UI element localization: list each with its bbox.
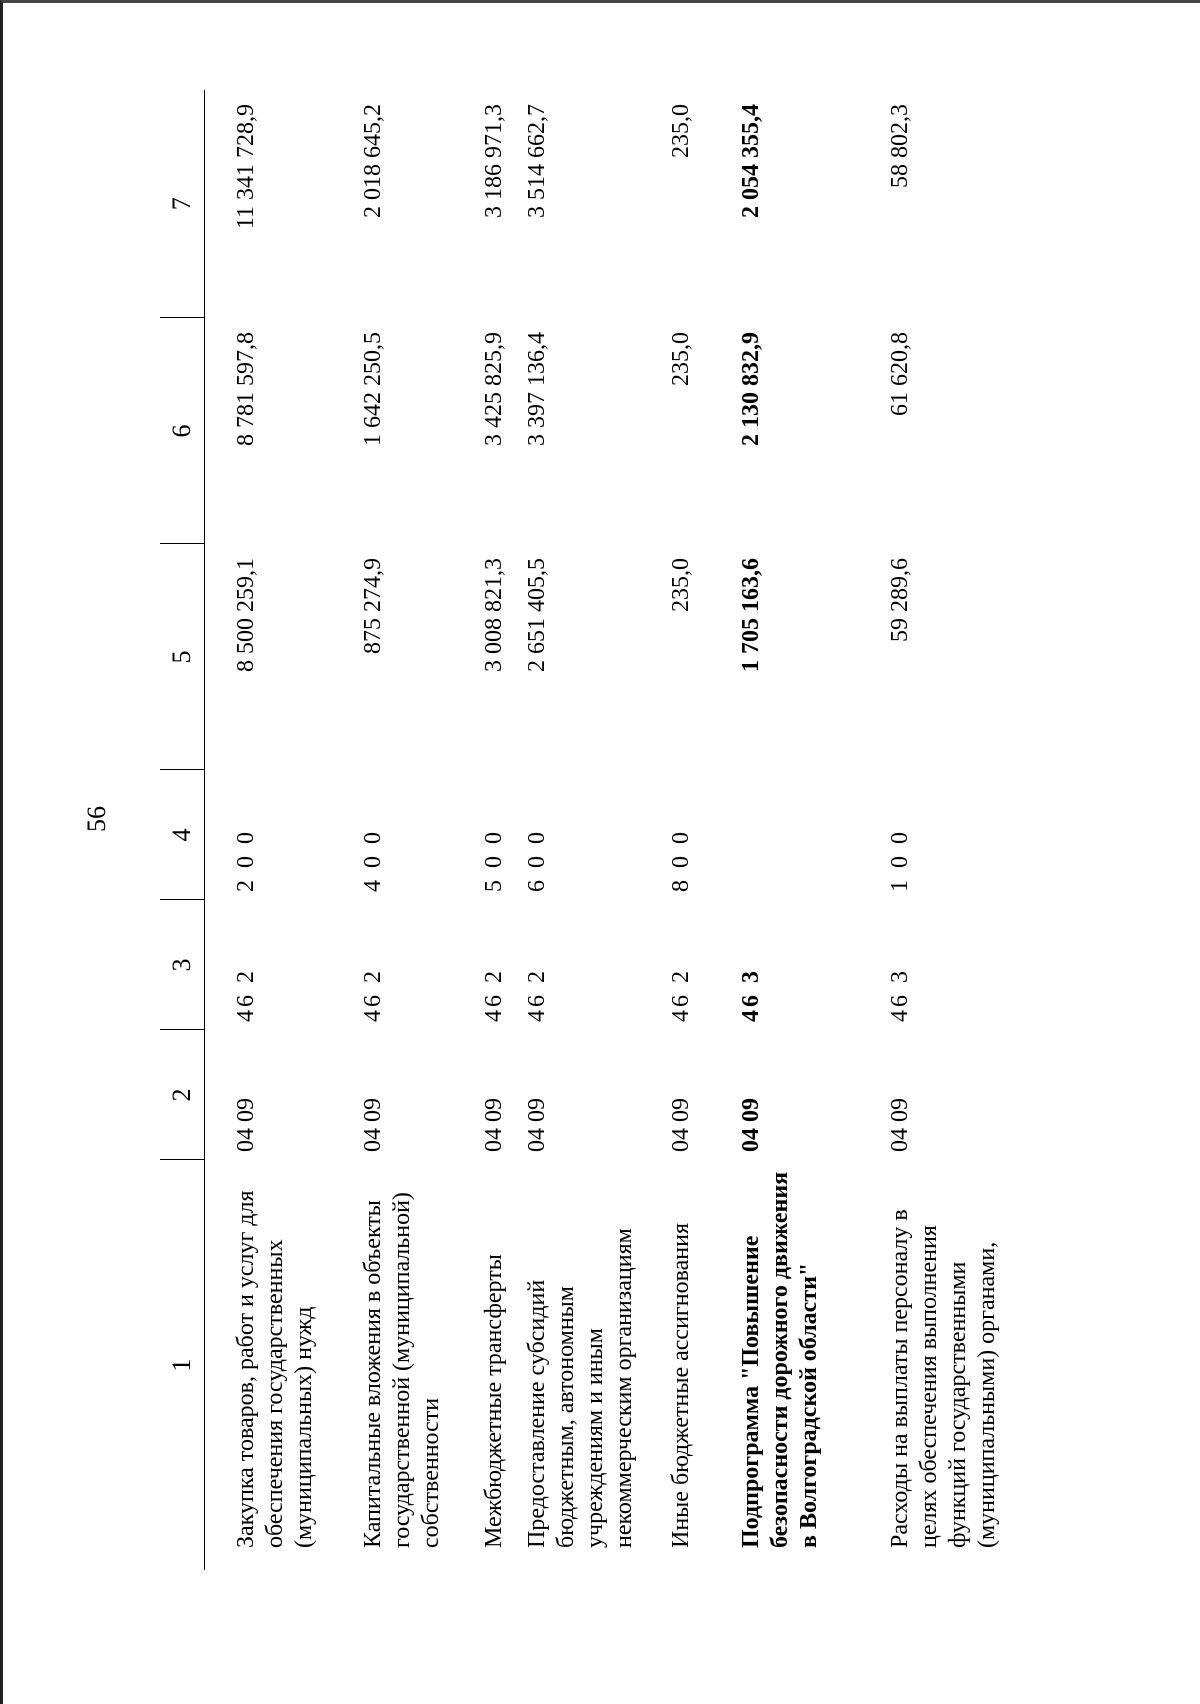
row-value-5: 1 705 163,6 <box>737 558 764 672</box>
row-value-6: 235,0 <box>667 332 694 386</box>
column-header: 7 <box>160 90 205 318</box>
row-type: 5 0 0 <box>480 829 507 892</box>
row-value-5: 59 289,6 <box>886 558 913 642</box>
column-header: 2 <box>160 1030 205 1160</box>
row-type: 6 0 0 <box>523 829 550 892</box>
row-section: 04 09 <box>737 1098 764 1152</box>
row-value-5: 3 008 821,3 <box>480 558 507 672</box>
row-program: 46 2 <box>480 968 507 1022</box>
row-section: 04 09 <box>480 1098 507 1152</box>
page-number: 56 <box>82 806 111 832</box>
row-value-6: 2 130 832,9 <box>737 332 764 446</box>
row-value-6: 61 620,8 <box>886 332 913 416</box>
row-section: 04 09 <box>667 1098 694 1152</box>
row-value-7: 235,0 <box>667 104 694 158</box>
row-value-7: 3 514 662,7 <box>523 104 550 218</box>
header-row <box>160 90 205 1570</box>
column-header: 6 <box>160 318 205 544</box>
column-header: 5 <box>160 544 205 770</box>
row-section: 04 09 <box>359 1098 386 1152</box>
row-program: 46 2 <box>523 968 550 1022</box>
row-value-5: 8 500 259,1 <box>233 558 259 672</box>
table-row <box>205 90 334 1570</box>
row-type: 8 0 0 <box>667 829 694 892</box>
row-value-6: 1 642 250,5 <box>359 332 386 446</box>
row-value-7: 2 018 645,2 <box>359 104 386 218</box>
column-header: 4 <box>160 770 205 900</box>
row-section: 04 09 <box>233 1098 259 1152</box>
row-section: 04 09 <box>523 1098 550 1152</box>
row-value-5: 2 651 405,5 <box>523 558 550 672</box>
row-value-7: 11 341 728,9 <box>233 104 259 230</box>
row-name: Закупка товаров, работ и услуг для обеспечения государственных (муниципальных) нужд <box>233 1190 317 1548</box>
table-row <box>886 90 1041 1570</box>
row-value-7: 2 054 355,4 <box>737 104 764 218</box>
row-value-7: 58 802,3 <box>886 104 913 188</box>
row-type: 4 0 0 <box>359 829 386 892</box>
row-program: 46 3 <box>737 968 764 1022</box>
row-type: 1 0 0 <box>886 829 913 892</box>
column-header: 1 <box>160 1160 205 1570</box>
row-value-6: 3 397 136,4 <box>523 332 550 446</box>
row-value-5: 875 274,9 <box>359 558 386 654</box>
table-row <box>517 90 667 1570</box>
row-value-6: 3 425 825,9 <box>480 332 507 446</box>
table-row <box>455 90 517 1570</box>
row-value-7: 3 186 971,3 <box>480 104 507 218</box>
row-program: 46 2 <box>667 968 694 1022</box>
row-name: Капитальные вложения в объекты государственной (муниципальной) собственности <box>359 1192 444 1548</box>
budget-table-container <box>160 90 1040 1570</box>
row-name: Иные бюджетные ассигнования <box>667 1223 694 1548</box>
table-row <box>667 90 737 1570</box>
row-value-5: 235,0 <box>667 558 694 612</box>
table-row <box>334 90 455 1570</box>
row-type <box>737 770 886 900</box>
table-row-subprogram <box>737 90 886 1570</box>
row-program: 46 2 <box>359 968 386 1022</box>
row-type: 2 0 0 <box>233 829 259 892</box>
row-program: 46 2 <box>233 968 259 1022</box>
row-name: Межбюджетные трансферты <box>480 1254 507 1548</box>
row-name: Расходы на выплаты персоналу в целях обеспечения выполнения функций государственными (муниципальными) органами, <box>886 1209 1000 1548</box>
row-name: Подпрограмма "Повышение безопасности дорожного движения в Волгоградской области" <box>737 1171 822 1548</box>
row-program: 46 3 <box>886 968 913 1022</box>
budget-table <box>160 90 1041 1570</box>
row-section: 04 09 <box>886 1098 913 1152</box>
row-name: Предоставление субсидий бюджетным, автономным учреждениям и иным некоммерческим организациям <box>523 1228 637 1548</box>
column-header: 3 <box>160 900 205 1030</box>
row-value-6: 8 781 597,8 <box>233 332 259 446</box>
